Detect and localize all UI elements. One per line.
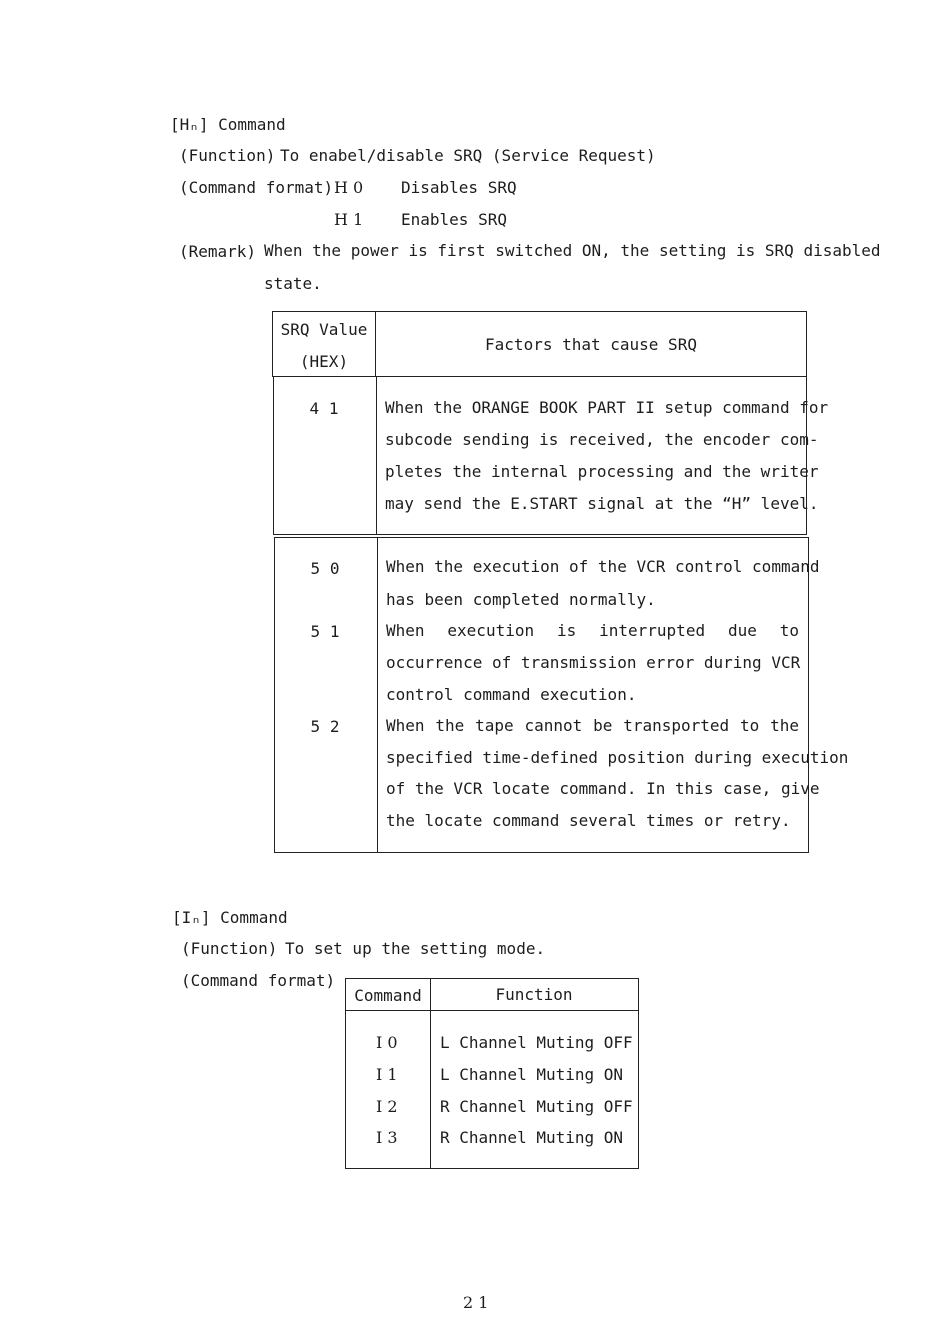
srq-41-line-2: subcode sending is received, the encoder com-	[385, 430, 819, 449]
srq-50-line-2: has been completed normally.	[386, 590, 656, 609]
command-code-h1: H 1	[334, 210, 364, 229]
srq-value-50: 5 0	[310, 559, 340, 578]
srq-52-line-1: When the tape cannot be transported to the	[386, 716, 799, 735]
section-h-function-label: (Function)	[179, 146, 276, 165]
section-i-title: [Iₙ] Command	[172, 908, 288, 927]
command-code-i1: I 1	[376, 1065, 398, 1084]
srq-52-line-3: of the VCR locate command. In this case, give	[386, 779, 820, 798]
srq-header-value-line-1: SRQ Value	[280, 320, 368, 339]
srq-41-line-4: may send the E.START signal at the “H” level.	[385, 494, 819, 513]
command-function-i0: L Channel Muting OFF	[440, 1033, 633, 1052]
srq-51-line-3: control command execution.	[386, 685, 637, 704]
command-table-header-command: Command	[354, 986, 422, 1005]
srq-51-line-2: occurrence of transmission error during VCR	[386, 653, 801, 672]
section-i-function-label: (Function)	[181, 939, 278, 958]
srq-51-line-1: When execution is interrupted due to	[386, 621, 799, 640]
command-table-header-function: Function	[495, 985, 573, 1004]
srq-block-2-divider	[377, 537, 378, 853]
srq-41-line-1: When the ORANGE BOOK PART II setup command for	[385, 398, 829, 417]
section-i-format-label: (Command format)	[181, 971, 336, 990]
command-function-i1: L Channel Muting ON	[440, 1065, 624, 1084]
command-code-i3: I 3	[376, 1128, 398, 1147]
srq-52-line-2: specified time-defined position during execution	[386, 748, 849, 767]
section-h-function-text: To enabel/disable SRQ (Service Request)	[280, 146, 656, 165]
command-desc-h0: Disables SRQ	[401, 178, 517, 197]
section-h-remark-label: (Remark)	[179, 242, 257, 261]
srq-50-line-1: When the execution of the VCR control command	[386, 557, 820, 576]
command-function-i3: R Channel Muting ON	[440, 1128, 624, 1147]
srq-header-value-line-2: (HEX)	[299, 352, 349, 371]
srq-block-1-divider	[376, 376, 377, 534]
section-h-remark-line-1: When the power is first switched ON, the setting is SRQ disabled	[264, 241, 881, 260]
command-desc-h1: Enables SRQ	[401, 210, 507, 229]
section-h-format-label: (Command format)	[179, 178, 334, 197]
command-code-i0: I 0	[376, 1033, 398, 1052]
srq-header-divider	[375, 311, 376, 377]
section-h-remark-line-2: state.	[264, 274, 322, 293]
srq-41-line-3: pletes the internal processing and the writer	[385, 462, 819, 481]
section-h-title: [Hₙ] Command	[170, 115, 286, 134]
section-i-function-text: To set up the setting mode.	[285, 939, 546, 958]
command-table-header-rule	[345, 1010, 638, 1011]
srq-header-factors: Factors that cause SRQ	[485, 335, 697, 354]
srq-value-51: 5 1	[310, 622, 340, 641]
command-table-divider	[430, 978, 431, 1168]
srq-value-52: 5 2	[310, 717, 340, 736]
page-number: 2 1	[463, 1293, 489, 1312]
srq-value-41: 4 1	[309, 399, 339, 418]
command-code-i2: I 2	[376, 1097, 398, 1116]
command-code-h0: H 0	[334, 178, 364, 197]
srq-52-line-4: the locate command several times or retry.	[386, 811, 791, 830]
command-function-i2: R Channel Muting OFF	[440, 1097, 633, 1116]
